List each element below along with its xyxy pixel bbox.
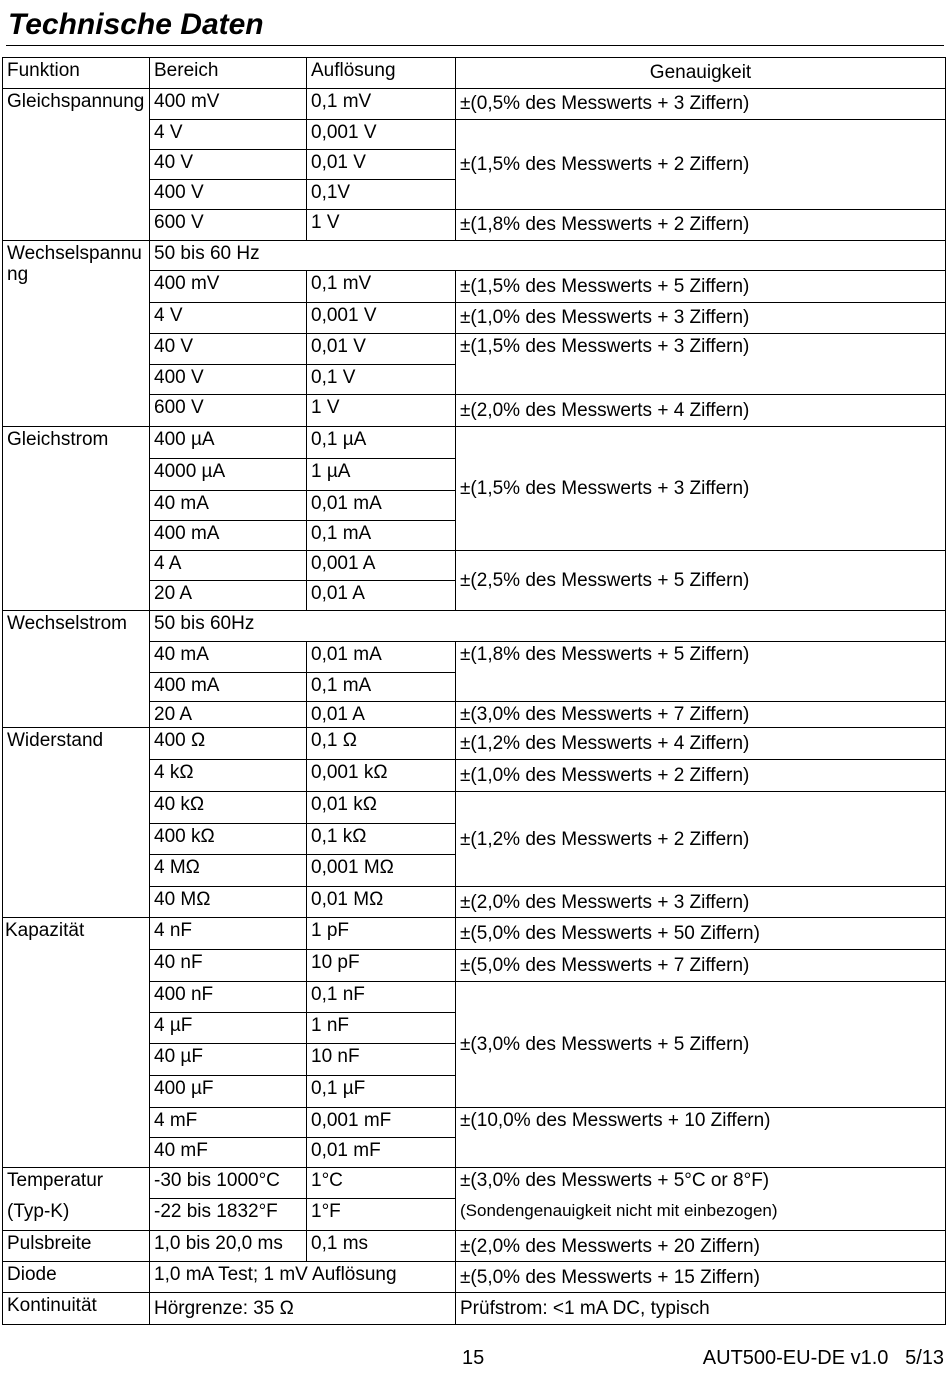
cell-bereich: -30 bis 1000°C: [150, 1168, 307, 1199]
cell-bereich: 1,0 bis 20,0 ms: [150, 1231, 307, 1262]
cell-genauigkeit: ±(1,2% des Messwerts + 4 Ziffern): [456, 728, 946, 760]
cell-bereich: 400 kΩ: [150, 824, 307, 855]
cell-aufloesung: 0,1V: [307, 180, 456, 210]
cell-aufloesung: 0,001 V: [307, 303, 456, 334]
title-divider: [6, 45, 944, 46]
cell-aufloesung: 0,1 Ω: [307, 728, 456, 760]
cell-bereich: 4 kΩ: [150, 760, 307, 792]
cell-aufloesung: 0,001 kΩ: [307, 760, 456, 792]
cell-genauigkeit: ±(1,5% des Messwerts + 3 Ziffern): [456, 334, 946, 395]
table-row: [3, 1168, 946, 1199]
table-row: [3, 1293, 946, 1325]
cell-aufloesung: 1 nF: [307, 1013, 456, 1044]
cell-genauigkeit: ±(5,0% des Messwerts + 7 Ziffern): [456, 950, 946, 982]
func-wechselstrom: Wechselstrom: [3, 611, 150, 728]
cell-bereich: 4 mF: [150, 1108, 307, 1138]
cell-aufloesung: 0,001 A: [307, 551, 456, 581]
cell-aufloesung: 1 V: [307, 210, 456, 241]
cell-bereich: 40 kΩ: [150, 792, 307, 824]
cell-aufloesung: 0,01 A: [307, 581, 456, 611]
cell-bereich: Hörgrenze: 35 Ω: [150, 1293, 456, 1325]
table-row: [3, 427, 946, 459]
cell-bereich: 400 µF: [150, 1076, 307, 1108]
cell-aufloesung: 1°F: [307, 1199, 456, 1231]
cell-aufloesung: 0,01 kΩ: [307, 792, 456, 824]
cell-bereich: 400 V: [150, 180, 307, 210]
func-gleichspannung: Gleichspannung: [3, 89, 150, 241]
cell-aufloesung: 0,01 V: [307, 150, 456, 180]
cell-bereich: 400 mV: [150, 271, 307, 303]
cell-bereich: 40 mF: [150, 1138, 307, 1168]
cell-bereich: 400 mA: [150, 673, 307, 702]
cell-genauigkeit: ±(2,0% des Messwerts + 4 Ziffern): [456, 395, 946, 427]
header-aufloesung: Auflösung: [307, 58, 456, 89]
cell-bereich: 400 V: [150, 365, 307, 395]
cell-aufloesung: 10 pF: [307, 950, 456, 982]
document-id: AUT500-EU-DE v1.0 5/13: [702, 1347, 944, 1369]
cell-genauigkeit-note: (Sondengenauigkeit nicht mit einbezogen): [456, 1199, 946, 1231]
table-row: [3, 1231, 946, 1262]
cell-bereich: 20 A: [150, 702, 307, 728]
cell-aufloesung: 0,1 mV: [307, 89, 456, 120]
table-header-row: [3, 58, 946, 89]
cell-genauigkeit: ±(1,5% des Messwerts + 2 Ziffern): [456, 120, 946, 210]
table-row: [3, 918, 946, 950]
cell-bereich: 400 mV: [150, 89, 307, 120]
cell-bereich: 20 A: [150, 581, 307, 611]
cell-bereich: 40 MΩ: [150, 887, 307, 918]
cell-genauigkeit: ±(1,8% des Messwerts + 5 Ziffern): [456, 642, 946, 702]
func-kapazitaet: Kapazität: [3, 918, 150, 1168]
func-pulsbreite: Pulsbreite: [3, 1231, 150, 1262]
cell-aufloesung: 0,1 V: [307, 365, 456, 395]
cell-aufloesung: 0,1 mA: [307, 673, 456, 702]
cell-aufloesung: 0,01 mA: [307, 642, 456, 673]
cell-aufloesung: 0,1 kΩ: [307, 824, 456, 855]
cell-bereich: 40 V: [150, 334, 307, 365]
cell-aufloesung: 1 pF: [307, 918, 456, 950]
func-temperatur-typ: (Typ-K): [3, 1199, 150, 1231]
cell-aufloesung: 0,01 mA: [307, 491, 456, 521]
cell-bereich: -22 bis 1832°F: [150, 1199, 307, 1231]
cell-bereich: 600 V: [150, 395, 307, 427]
cell-aufloesung: 0,01 A: [307, 702, 456, 728]
cell-aufloesung: 0,1 µF: [307, 1076, 456, 1108]
cell-bereich: 40 mA: [150, 642, 307, 673]
cell-bereich: 400 mA: [150, 521, 307, 551]
cell-genauigkeit: ±(1,5% des Messwerts + 3 Ziffern): [456, 427, 946, 551]
table-row: [3, 89, 946, 120]
cell-bereich: 40 µF: [150, 1044, 307, 1076]
cell-aufloesung: 0,01 MΩ: [307, 887, 456, 918]
cell-bereich: 40 mA: [150, 491, 307, 521]
table-row: [3, 1262, 946, 1293]
cell-aufloesung: 0,001 MΩ: [307, 855, 456, 887]
cell-bereich: 4 µF: [150, 1013, 307, 1044]
cell-aufloesung: 1 V: [307, 395, 456, 427]
cell-frequenz: 50 bis 60Hz: [150, 611, 946, 642]
cell-aufloesung: 0,001 V: [307, 120, 456, 150]
cell-genauigkeit: ±(2,5% des Messwerts + 5 Ziffern): [456, 551, 946, 611]
cell-bereich: 600 V: [150, 210, 307, 241]
cell-genauigkeit: ±(2,0% des Messwerts + 3 Ziffern): [456, 887, 946, 918]
func-diode: Diode: [3, 1262, 150, 1293]
cell-genauigkeit: ±(1,2% des Messwerts + 2 Ziffern): [456, 792, 946, 887]
cell-aufloesung: 0,1 µA: [307, 427, 456, 459]
func-gleichstrom: Gleichstrom: [3, 427, 150, 611]
cell-bereich: 4000 µA: [150, 459, 307, 491]
func-wechselspannung: Wechselspannung: [3, 241, 150, 427]
header-bereich: Bereich: [150, 58, 307, 89]
cell-genauigkeit: ±(10,0% des Messwerts + 10 Ziffern): [456, 1108, 946, 1168]
cell-aufloesung: 10 nF: [307, 1044, 456, 1076]
table-row: [3, 241, 946, 271]
cell-genauigkeit: ±(1,0% des Messwerts + 3 Ziffern): [456, 303, 946, 334]
cell-genauigkeit: ±(5,0% des Messwerts + 15 Ziffern): [456, 1262, 946, 1293]
cell-aufloesung: 1 µA: [307, 459, 456, 491]
cell-bereich: 400 Ω: [150, 728, 307, 760]
cell-aufloesung: 0,01 V: [307, 334, 456, 365]
cell-frequenz: 50 bis 60 Hz: [150, 241, 946, 271]
cell-genauigkeit: ±(3,0% des Messwerts + 5°C or 8°F): [456, 1168, 946, 1199]
cell-bereich: 4 nF: [150, 918, 307, 950]
cell-genauigkeit: ±(1,5% des Messwerts + 5 Ziffern): [456, 271, 946, 303]
cell-bereich: 4 V: [150, 120, 307, 150]
cell-bereich: 40 nF: [150, 950, 307, 982]
cell-genauigkeit: ±(2,0% des Messwerts + 20 Ziffern): [456, 1231, 946, 1262]
cell-genauigkeit: ±(3,0% des Messwerts + 7 Ziffern): [456, 702, 946, 728]
spec-table: [2, 57, 946, 1325]
cell-bereich: 400 nF: [150, 982, 307, 1013]
func-temperatur: Temperatur: [3, 1168, 150, 1199]
cell-bereich: 1,0 mA Test; 1 mV Auflösung: [150, 1262, 456, 1293]
cell-genauigkeit: ±(5,0% des Messwerts + 50 Ziffern): [456, 918, 946, 950]
cell-bereich: 4 A: [150, 551, 307, 581]
cell-aufloesung: 0,01 mF: [307, 1138, 456, 1168]
header-funktion: Funktion: [3, 58, 150, 89]
cell-aufloesung: 0,1 ms: [307, 1231, 456, 1262]
func-kontinuitaet: Kontinuität: [3, 1293, 150, 1325]
cell-genauigkeit: ±(3,0% des Messwerts + 5 Ziffern): [456, 982, 946, 1108]
table-row: [3, 611, 946, 642]
header-genauigkeit: Genauigkeit: [456, 58, 946, 89]
table-row: [3, 1199, 946, 1231]
cell-genauigkeit: ±(1,8% des Messwerts + 2 Ziffern): [456, 210, 946, 241]
cell-genauigkeit: ±(1,0% des Messwerts + 2 Ziffern): [456, 760, 946, 792]
cell-aufloesung: 0,001 mF: [307, 1108, 456, 1138]
cell-aufloesung: 1°C: [307, 1168, 456, 1199]
cell-genauigkeit: ±(0,5% des Messwerts + 3 Ziffern): [456, 89, 946, 120]
cell-bereich: 4 V: [150, 303, 307, 334]
page-number: 15: [462, 1347, 485, 1369]
cell-aufloesung: 0,1 mA: [307, 521, 456, 551]
cell-bereich: 4 MΩ: [150, 855, 307, 887]
cell-aufloesung: 0,1 nF: [307, 982, 456, 1013]
table-row: [3, 728, 946, 760]
cell-aufloesung: 0,1 mV: [307, 271, 456, 303]
page-title: Technische Daten: [8, 8, 264, 41]
func-widerstand: Widerstand: [3, 728, 150, 918]
cell-bereich: 40 V: [150, 150, 307, 180]
cell-bereich: 400 µA: [150, 427, 307, 459]
cell-genauigkeit: Prüfstrom: <1 mA DC, typisch: [456, 1293, 946, 1325]
